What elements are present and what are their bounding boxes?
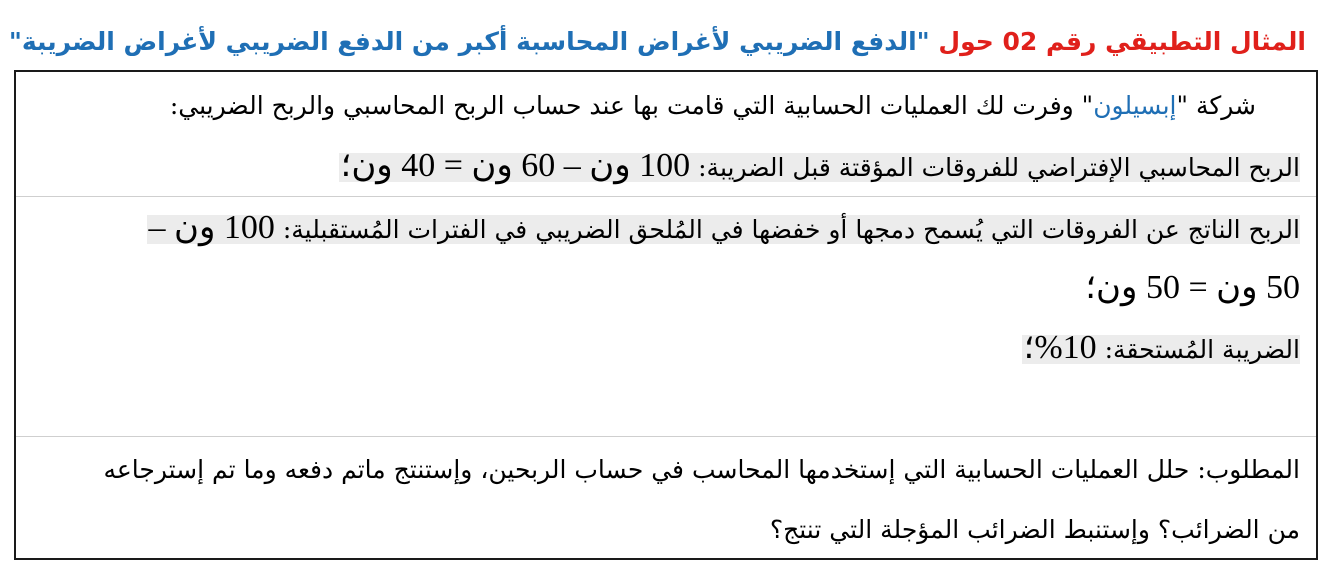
problem-box [14, 70, 1318, 560]
tax-due-line [32, 320, 1300, 378]
accounting-profit-label: الربح المحاسبي الإفتراضي للفروقات المؤقتة قبل الضريبة: 100 ون – 60 ون = 40 ون؛ [340, 147, 1300, 184]
accounting-profit-line [32, 138, 1300, 196]
intro-before: شركة " [1176, 91, 1256, 120]
required-line-2: من الضرائب؟ وإستنبط الضرائب المؤجلة التي تنتج؟ [769, 515, 1300, 544]
title-topic: "الدفع الضريبي لأغراض المحاسبة أكبر من الدفع الضريبي لأغراض الضريبة" [8, 27, 930, 56]
tax-profit-line [32, 200, 1300, 258]
tax-profit-label: الربح الناتج عن الفروقات التي يُسمح دمجها أو خفضها في المُلحق الضريبي في الفترات المُستقبلية: 100 ون – [148, 209, 1300, 246]
intro-after: " وفرت لك العمليات الحسابية التي قامت بها عند حساب الربح المحاسبي والربح الضريبي: [169, 91, 1094, 120]
divider [16, 436, 1316, 437]
tax-profit-line-cont [32, 260, 1300, 318]
divider [16, 196, 1316, 197]
tax-due-label: الضريبة المُستحقة: 10%؛ [1023, 329, 1300, 366]
tax-due-value: 10%؛ [1023, 329, 1097, 366]
tax-profit-value-end: 50 ون = 50 ون؛ [1085, 269, 1300, 306]
accounting-profit-value: 100 ون – 60 ون = 40 ون؛ [340, 147, 691, 184]
title-prefix: المثال التطبيقي رقم 02 حول [929, 27, 1306, 56]
intro-line [32, 78, 1300, 134]
company-name: إبسيلون [1093, 91, 1177, 120]
required-line-1: المطلوب: حلل العمليات الحسابية التي إستخدمها المحاسب في حساب الربحين، وإستنتج ماتم دفعه وما تم إسترجاعه [103, 455, 1300, 484]
tax-profit-value-start: 100 ون – [148, 209, 275, 246]
page-title [10, 20, 1306, 64]
